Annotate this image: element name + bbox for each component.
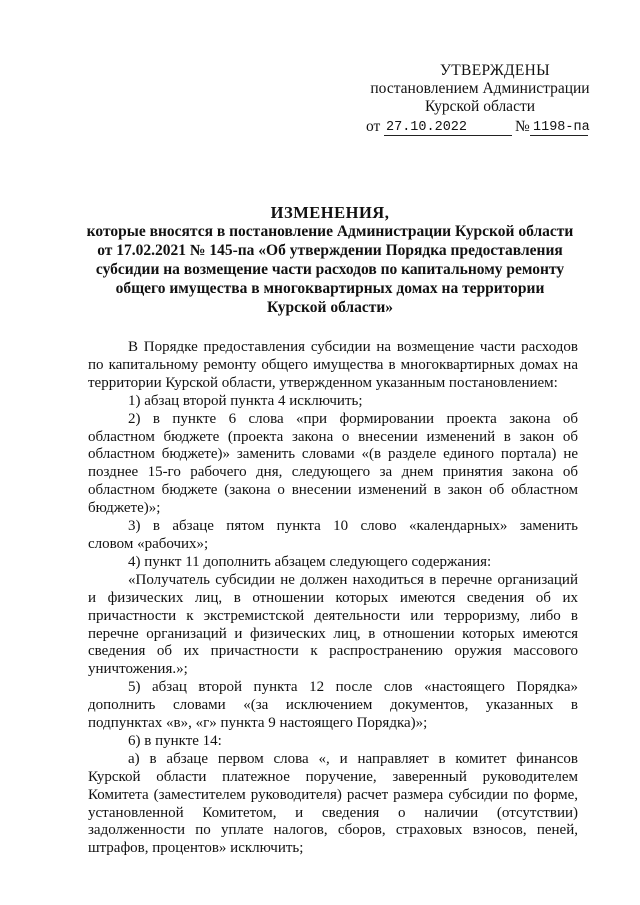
document-heading <box>80 203 580 317</box>
body-line: перечне организаций и физических лиц, в отношении которых имеются <box>88 625 578 642</box>
body-line: Курской области платежное поручение, заверенный руководителем <box>88 768 578 785</box>
heading-line: Курской области» <box>266 299 394 316</box>
heading-line: которые вносятся в постановление Администрации Курской области <box>86 223 574 240</box>
body-line: областном бюджете (проекта закона о внесении изменений в закон об <box>88 428 578 445</box>
body-line: причастности к экстремистской деятельности или терроризму, либо в <box>88 607 578 624</box>
heading-line: от 17.02.2021 № 145-па «Об утверждении Порядка предоставления <box>97 242 563 259</box>
approval-date: 27.10.2022 <box>386 120 468 135</box>
body-line: 2) в пункте 6 слова «при формировании проекта закона об <box>128 410 578 427</box>
date-underline <box>384 135 512 136</box>
body-line: 3) в абзаце пятом пункта 10 слово «календарных» заменить <box>128 518 578 535</box>
body-line: установленной Комитетом, и сведения о наличии (отсутствии) <box>88 804 578 821</box>
body-line: задолженности по уплате налогов, сборов, страховых взносов, пеней, <box>88 822 578 839</box>
body-line: 6) в пункте 14: <box>128 732 222 749</box>
approval-number: 1198-па <box>533 120 590 135</box>
body-line: а) в абзаце первом слова «, и направляет в комитет финансов <box>128 750 578 767</box>
body-line: бюджете)»; <box>88 500 161 517</box>
body-line: подпунктах «в», «г» пункта 9 настоящего Порядка)»; <box>88 715 428 732</box>
approval-date-row <box>360 118 600 138</box>
body-line: и физических лиц, в отношении которых имеются сведения об их <box>88 589 578 606</box>
body-line: уничтожения.»; <box>88 661 188 678</box>
body-line: территории Курской области, утвержденном указанным постановлением: <box>88 374 558 391</box>
body-line: словом «рабочих»; <box>88 535 209 552</box>
body-line: В Порядке предоставления субсидии на возмещение части расходов <box>128 339 578 355</box>
number-prefix: № <box>515 118 530 135</box>
body-line: дополнить словами «(за исключением документов, указанных в <box>88 697 578 714</box>
body-line: 4) пункт 11 дополнить абзацем следующего содержания: <box>128 553 492 570</box>
body-line: Комитета (заместителем руководителя) расчет размера субсидии по форме, <box>88 786 578 803</box>
number-underline <box>530 135 588 136</box>
heading-title: ИЗМЕНЕНИЯ, <box>270 203 390 222</box>
document-body <box>88 339 578 858</box>
body-line: сведения об их причастности к распространению оружия массового <box>88 643 578 660</box>
body-line: областном бюджете)» заменить словами «(в разделе единого портала) не <box>88 446 578 463</box>
body-line: 5) абзац второй пункта 12 после слов «настоящего Порядка» <box>128 679 578 696</box>
date-prefix: от <box>366 118 381 135</box>
heading-line: общего имущества в многоквартирных домах на территории <box>115 280 545 297</box>
approval-title: УТВЕРЖДЕНЫ <box>440 62 550 79</box>
body-line: «Получатель субсидии не должен находиться в перечне организаций <box>128 571 578 588</box>
approval-block <box>360 62 600 138</box>
approval-line-2: Курской области <box>424 98 536 115</box>
body-line: областном бюджете (закона о внесении изменений в закон об областном <box>88 482 578 499</box>
body-line: по капитальному ремонту общего имущества в многоквартирных домах на <box>88 356 578 373</box>
approval-line-1: постановлением Администрации <box>370 80 590 97</box>
body-line: позднее 15-го рабочего дня, следующего за днем принятия закона об <box>88 464 578 481</box>
body-line: 1) абзац второй пункта 4 исключить; <box>128 392 363 409</box>
heading-line: субсидии на возмещение части расходов по капитальному ремонту <box>95 261 565 278</box>
body-line: штрафов, процентов» исключить; <box>88 840 304 857</box>
